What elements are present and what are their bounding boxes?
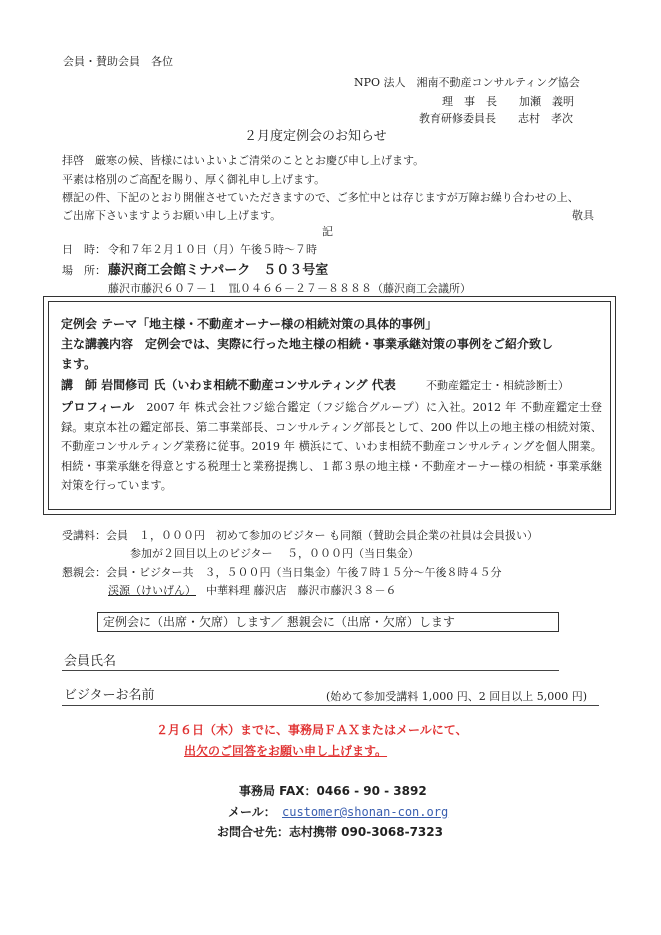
- venue-address: 藤沢市藤沢６０７－１ ℡０４６６－２７－８８８８（藤沢商工会議所）: [108, 282, 471, 295]
- attendance-text: 定例会に（出席・欠席）します／ 懇親会に（出席・欠席）します: [103, 615, 455, 629]
- profile: [61, 398, 602, 496]
- seminar-content-line-1: 主な講義内容 定例会では、実際に行った地主様の相続・事業承継対策の事例をご紹介致し: [61, 337, 554, 351]
- greeting-line-4: ご出席下さいますようお願い申し上げます。: [62, 209, 282, 222]
- ki-mark: 記: [322, 225, 333, 238]
- fee-line-2: 参加が２回目以上のビジター ５，０００円（当日集金）: [130, 547, 420, 560]
- party-address: 中華料理 藤沢店 藤沢市藤沢３８－６: [206, 584, 397, 597]
- fee-line-1: 受講料：会員 １，０００円 初めて参加のビジター も同額（賛助会員企業の社員は会員扱い）: [62, 529, 539, 542]
- chairman: 理 事 長 加瀬 義明: [442, 95, 574, 108]
- place-label: 場 所：: [62, 264, 106, 277]
- visitor-name-label: ビジターお名前: [64, 688, 155, 703]
- lecturer-title: 不動産鑑定士・相続診断士）: [426, 379, 569, 392]
- mail-link[interactable]: customer@shonan-con.org: [282, 805, 449, 819]
- mail-label: メール：: [228, 805, 276, 819]
- greeting-line-2: 平素は格別のご高配を賜り、厚く御礼申し上げます。: [62, 173, 326, 186]
- seminar-theme: 定例会 テーマ「地主様・不動産オーナー様の相続対策の具体的事例」: [61, 317, 438, 331]
- organization: NPO 法人 湘南不動産コンサルティング協会: [354, 76, 580, 89]
- seminar-content-line-2: ます。: [61, 357, 97, 371]
- venue: 藤沢商工会館ミナパーク ５０３号室: [108, 263, 329, 278]
- inquiry-contact: お問合せ先：志村携帯 090-3068-7323: [217, 825, 443, 839]
- party-place: 渓源（けいげん）: [108, 584, 196, 597]
- deadline-line-2: 出欠のご回答をお願い申し上げます。: [184, 744, 388, 758]
- lecturer: 講 師 岩間修司 氏（いわま相続不動産コンサルティング 代表: [61, 378, 396, 392]
- party-line-1: 懇親会：会員・ビジター共 ３，５００円（当日集金）午後７時１５分～午後８時４５分: [62, 566, 502, 579]
- date-value: 令和７年２月１０日（月）午後５時～７時: [108, 243, 317, 256]
- greeting-line-1: 拝啓 厳寒の候、皆様にはいよいよご清栄のこととお慶び申し上げます。: [62, 154, 425, 167]
- member-name-label: 会員氏名: [64, 654, 117, 669]
- member-name-line[interactable]: [62, 670, 559, 671]
- visitor-name-line[interactable]: [62, 705, 599, 706]
- office-fax: 事務局 FAX：0466 - 90 - 3892: [239, 784, 427, 798]
- recipients: 会員・賛助会員 各位: [63, 55, 173, 68]
- date-label: 日 時：: [62, 243, 106, 256]
- profile-text: 2007 年 株式会社フジ総合鑑定（フジ総合グループ）に入社。2012 年 不動産鑑定士登録。東京本社の鑑定部長、第二事業部長、コンサルティング部長として、200 件以上の地主様の相続対策、不動産コンサルティング業務に従事。2019 年 横浜にて、いわま相続不動産コンサルティングを個人開業。相続・事業承継を得意とする税理士と業務提携し、１都３県の地主様・不動産オーナー様の相続・事業承継対策を行っています。: [61, 401, 602, 492]
- closing: 敬具: [572, 209, 594, 222]
- profile-label: プロフィール: [61, 400, 135, 414]
- deadline-line-1: ２月６日（木）までに、事務局ＦＡＸまたはメールにて、: [156, 723, 468, 737]
- training-chair: 教育研修委員長 志村 孝次: [419, 112, 573, 125]
- visitor-fee-note: (始めて参加受講料 1,000 円、2 回目以上 5,000 円): [326, 690, 588, 703]
- greeting-line-3: 標記の件、下記のとおり開催させていただきますので、ご多忙中とは存じますが万障お繰り合わせの上、: [62, 191, 579, 204]
- page-title: ２月度定例会のお知らせ: [244, 129, 387, 144]
